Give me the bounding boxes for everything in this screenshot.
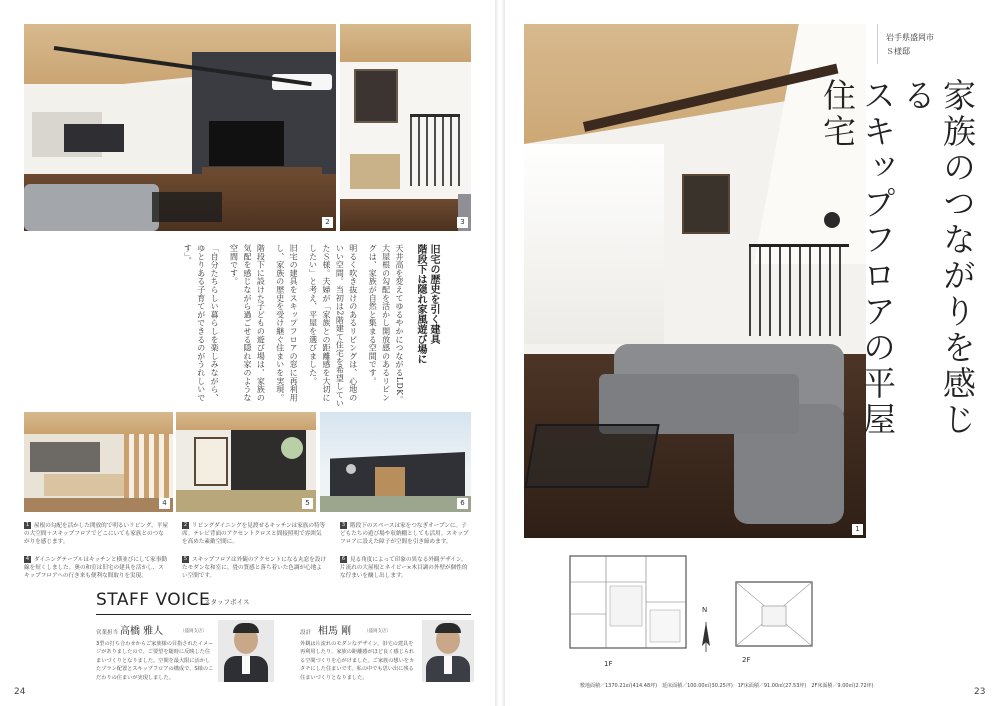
- staff-portrait: [422, 620, 474, 682]
- page-number-right: 23: [974, 687, 986, 697]
- caption-text: 屋根の勾配を活かした開放的で明るいリビング。平屋の大空間＋スキップフロアでどこにいても家族とのつながりを感じます。: [24, 523, 168, 545]
- family-name: Ｓ様邸: [886, 47, 910, 56]
- photo-number: 4: [159, 498, 170, 509]
- caption-number: 2: [183, 522, 188, 528]
- main-living-photo: [524, 24, 866, 538]
- caption-6: [340, 556, 472, 580]
- caption-2: [182, 522, 327, 546]
- caption-text: スキップフロアは外観のアクセントになる丸窓を設けたモダンな和室に。畳の質感と落ち着いた色調が心地よい空間です。: [182, 557, 326, 579]
- lead-line-1: 旧宅の歴史を引く建具: [428, 244, 439, 344]
- body-paragraph: 旧宅の建具をスキップフロアの窓に再利用し、家族の歴史を受け継ぐ住まいを実現。: [275, 244, 299, 402]
- body-paragraph: 明るく吹き抜けのあるリビングは、心地のいい空間。当初は2階建て住宅を希望していたＳ様。夫婦が「家族との距離感を大切にしたい」と考え、平屋を選びました。: [308, 244, 358, 408]
- caption-text: 見る角度によって印象の異なる外観デザイン。片流れの大屋根とネイビー×木目調の外壁が個性的な佇まいを醸し出します。: [340, 557, 468, 579]
- caption-text: ダイニングテーブルはキッチンと横並びにして家事動線を短くしました。奥の和室は旧宅の建具を活かし、スキップフロアへの行き来も便利な間取りを実現。: [24, 557, 167, 579]
- staff-branch: （盛岡支店）: [180, 629, 207, 634]
- article-lead: [410, 244, 440, 414]
- spec-line: 敷地面積／1370.21㎡(414.48坪) 延床面積／100.00㎡(30.25坪) 1F床面積／91.00㎡(27.53坪) 2F床面積／9.00㎡(2.72坪): [580, 683, 874, 689]
- living-room-photo: [24, 24, 336, 231]
- staff-name: 高橋 雅人: [120, 626, 164, 637]
- photo-number: 3: [457, 217, 468, 228]
- article-body: [28, 244, 406, 409]
- gutter: [495, 0, 505, 706]
- staff-voice-title: STAFF VOICE: [96, 590, 211, 610]
- body-paragraph: 階段下に設けた子どもの遊び場は、家族の気配を感じながら過ごせる隠れ家のような空間です。: [229, 244, 266, 402]
- floor-label-2f: 2F: [742, 656, 751, 664]
- staff-voice-subtitle: スタッフボイス: [204, 598, 250, 606]
- staircase-photo: [340, 24, 471, 231]
- page-number-left: 24: [14, 687, 26, 697]
- caption-number: 3: [341, 522, 346, 528]
- floor-plan-1f: [566, 552, 690, 656]
- floor-plan-2f: [732, 578, 816, 650]
- location-text: 岩手県盛岡市: [886, 33, 934, 42]
- japanese-room-photo: [176, 412, 316, 512]
- north-arrow-icon: [694, 616, 718, 656]
- staff-name: 相馬 剛: [318, 626, 352, 637]
- divider: [96, 614, 471, 615]
- photo-number: 1: [852, 524, 863, 535]
- location-box: [877, 24, 973, 64]
- staff-role: 設計: [300, 630, 312, 636]
- caption-text: リビングダイニングを見渡せるキッチンは家族の特等席。テレビ背面のアクセントクロスと間接照明で雰囲気を高めた素敵空間に。: [182, 523, 326, 545]
- title-line-1: 家族のつながりを感じる: [898, 78, 977, 438]
- staff-portrait: [218, 620, 274, 682]
- caption-3: [340, 522, 472, 546]
- caption-1: [24, 522, 169, 546]
- dining-photo: [24, 412, 173, 512]
- body-paragraph: 「自分たちらしい暮らしを楽しみながら、ゆとりある子育てができるのがうれしいです」。: [183, 244, 220, 402]
- staff-comment: 外観は片流れのモダンなデザイン。旧宅の建具を再利用したり、家族の距離感がほど良く感じられる空間づくりを心がけました。ご家族の想いをカタチにした住まいです。私の中でも思い出に残る住まいづくりとなりました。: [300, 641, 415, 681]
- article-title: [818, 78, 977, 468]
- exterior-photo: [320, 412, 471, 512]
- caption-text: 階段下のスペースは家をつなぎオープンに。子どもたちの遊び場や収納棚としても活用。スキップフロアに設えた障子が空間を引き締めます。: [340, 523, 469, 545]
- left-page: [0, 0, 495, 706]
- photo-number: 5: [302, 498, 313, 509]
- title-line-2: スキップフロアの平屋住宅: [818, 78, 897, 438]
- caption-number: 5: [183, 556, 188, 562]
- photo-number: 2: [322, 217, 333, 228]
- body-paragraph: 天井高を変えてゆるやかにつながるLDK。大屋根の勾配を活かし開放感のあるリビングは、家族が自然と集まる空間です。: [368, 244, 404, 404]
- caption-5: [182, 556, 327, 580]
- staff-comment: 3型の打ち合わせからご家族様の目指されたイメージがありましたので、ご要望を随時に反映した住まいづくりとなりました。空間を最大限に活かしたプラン配置とスキップフロアの構成で、S様のこだわりの住まいが実現しました。: [96, 641, 214, 681]
- staff-branch: （盛岡支店）: [364, 629, 391, 634]
- north-label: N: [702, 606, 708, 614]
- lead-line-2: 階段下は隠れ家風遊び場に: [415, 244, 426, 364]
- caption-number: 1: [25, 522, 30, 528]
- staff-role: 営業担当: [96, 630, 119, 636]
- floor-label-1f: 1F: [604, 660, 613, 668]
- caption-4: [24, 556, 169, 580]
- photo-number: 6: [457, 498, 468, 509]
- caption-number: 4: [25, 556, 30, 562]
- caption-number: 6: [341, 556, 346, 562]
